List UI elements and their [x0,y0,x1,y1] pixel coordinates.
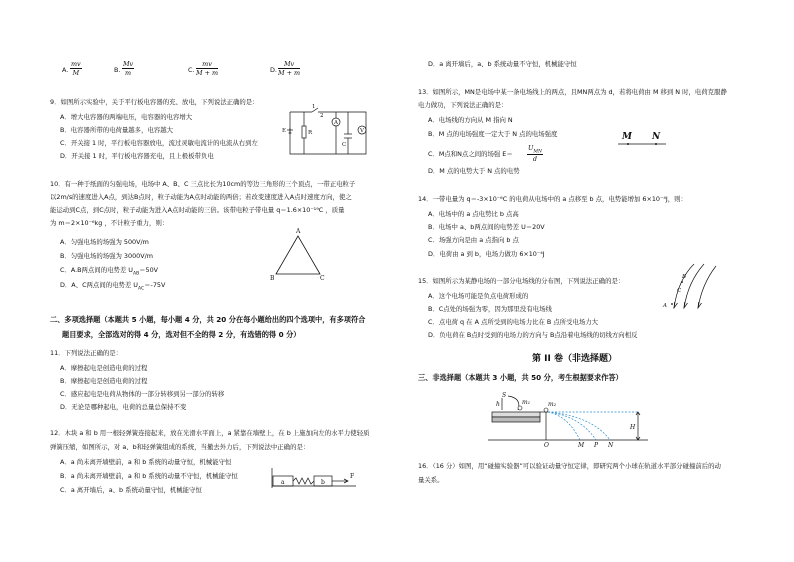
field-label-b: B [682,274,687,280]
q9-option-b: B．电容器所带的电荷量越多，电容越大 [60,126,174,134]
q13-option-d: D．M 点的电势大于 N 点的电势 [428,167,520,175]
q10-stem-line-4: 为 m＝2×10⁻⁶kg ，不计粒子重力，则： [50,219,169,227]
q11-option-d: D．无论是哪种起电，电荷的总量总保持不变 [60,403,187,411]
spring-label-f: F [350,473,355,480]
apparatus-label-s: S [502,392,507,399]
triangle-label-c: C [320,275,325,282]
apparatus-label-h: h [496,401,500,408]
circuit-label-2: 2 [320,113,324,119]
q8-option-b-label: B. [114,66,121,74]
q8-option-d-label: D. [270,66,277,74]
q9-option-d: D．开关接 1 时，平行板电容器充电，且上极板带负电 [60,152,214,160]
q14-option-c: C．场强方向是由 a 点指向 b 点 [428,236,519,244]
q13-option-c: C．M点和N点之间的场强 E＝ [428,150,513,158]
q13-option-a: A．电场线的方向从 M 指向 N [428,116,513,124]
q11-stem: 11．下列说法正确的是： [50,349,123,357]
q16-text-line-2: 量关系。 [418,476,444,484]
mn-label-n: N [652,132,661,142]
q9-option-a: A．增大电容器的两端电压，电容器的电容增大 [60,113,193,121]
part-2-title: 第 II 卷（非选择题） [532,354,617,364]
q12-option-d: D．a 离开墙后，a、b 系统动量不守恒，机械能守恒 [428,60,577,68]
q8-option-b-fraction: $\frac{Mv}{m}$ [123,60,134,77]
q12-option-c: C．a 离开墙后，a、b 系统动量守恒，机械能守恒 [60,486,202,494]
q11-option-b: B．摩擦起电是创造电荷的过程 [60,377,148,385]
collision-apparatus-diagram [488,392,650,449]
q8-option-c-label: C. [188,66,195,74]
q11-option-a: A．摩擦起电是创造电荷的过程 [60,364,148,372]
q8-option-d-fraction: $\frac{Mv}{M + m}$ [278,60,301,77]
triangle-label-a: A [296,228,301,235]
mn-label-m: M [622,132,632,142]
section-2-header-line-1: 二、多项选择题（本题共 5 小题，每小题 4 分，共 20 分在每小题给出的四个选项中，有多项符合 [50,315,366,324]
q10-stem-line-2: 以2m/s的速度进入A点，到达B点时，粒子动能为A点时动能的两倍；若改变速度进入A点时速度方向，使之 [50,193,352,201]
q14-option-d: D．电荷由 a 到 b，电场力做功 6×10⁻⁴J [428,250,545,258]
q12-option-a: A．a 尚未离开墙壁前，a 和 b 系统的动量守恒，机械能守恒 [60,458,232,466]
q8-option-a-fraction: $\frac{mv}{M}$ [71,60,81,77]
electric-field-lines-diagram [660,262,720,312]
circuit-label-c: C [342,142,347,148]
triangle-label-b: B [270,275,275,282]
q9-option-c: C．开关接 1 时，平行板电容器放电，流过灵敏电流计的电流从右到左 [60,139,258,147]
q16-text-line-1: 16．（16 分）如图，用“碰撞实验器”可以验证动量守恒定律，即研究两个小球在轨道水平部分碰撞前后的动 [418,462,721,470]
q13-stem-line-2: 电力做功，下列说法正确的是： [418,101,508,109]
section-2-header-line-2: 题目要求，全部选对的得 4 分，选对但不全的得 2 分，有选错的得 0 分） [62,330,301,339]
apparatus-label-p: P [594,442,599,449]
q10-stem-line-3: 能运动到C点，到C点时，粒子动能为进入A点时动能的三倍。该带电粒子带电量 q＝1.6×10⁻¹⁹C ，质量 [50,206,345,214]
q15-option-d: D．负电荷在 B点时受到的电场力的方向与 B点沿着电场线的切线方向相反 [428,331,638,339]
capacitor-circuit-diagram [282,104,372,162]
q13-stem-line-1: 13．如图所示，MN是电场中某一条电场线上的两点，且MN两点为 d，若将电荷由 M 移到 N 时，电荷克服静 [418,88,727,96]
circuit-label-a: A [334,120,338,126]
apparatus-label-m1: m₁ [522,399,531,406]
circuit-label-r: R [308,130,313,136]
apparatus-label-n: N [608,442,614,449]
q13-option-c-fraction: $U_{MN}$ d [528,144,542,164]
q14-stem: 14．一带电量为 q＝-3×10⁻⁶C 的电荷从电场中的 a 点移至 b 点，电势能增加 6×10⁻⁴J，则： [418,195,687,203]
q15-option-b: B．C点处的场强为零，因为那里没有电场线 [428,305,552,313]
circuit-label-e: E [282,128,287,134]
apparatus-label-m: M [578,442,585,449]
q14-option-a: A．电场中的 a 点电势比 b 点高 [428,210,519,218]
q8-option-c-fraction: $\frac{mv}{M + m}$ [196,60,219,77]
q15-option-c: C．点电荷 q 在 A 点所受到的电场力比在 B 点所受电场力大 [428,318,599,326]
q10-option-d: D．A、C两点间的电势差 $U_{AC}=-75V$ [60,281,166,292]
apparatus-label-m2: m₂ [548,401,557,408]
q12-stem-line-2: 弹簧压缩，如图所示，对 a、b和轻弹簧组成的系统，当撤去外力后，下列说法中正确的是： [50,443,310,451]
q15-stem: 15．如图所示为某静电场的一部分电场线的分布图，下列说法正确的是： [418,277,625,285]
q15-option-a: A．这个电场可能是负点电荷形成的 [428,292,529,300]
circuit-label-v: V [360,128,364,134]
q10-option-b: B．匀强电场的场强为 3000V/m [60,252,153,260]
q12-option-b: B．a 尚未离开墙壁前，a 和 b 系统的动量不守恒，机械能守恒 [60,472,238,480]
q11-option-c: C．感应起电是电荷从物体的一部分转移到另一部分的转移 [60,390,225,398]
q10-option-c: C．A.B两点间的电势差 $U_{AB}=50V$ [60,266,159,277]
q9-stem: 9．如图所示实验中，关于平行板电容器的充、放电，下列说法正确的是： [50,98,259,106]
q8-option-a-label: A. [62,66,69,74]
q10-option-a: A．匀强电场的场强为 500V/m [60,238,149,246]
spring-label-b: b [321,479,325,486]
q14-option-b: B．电场中 a、b两点间的电势差 U＝20V [428,223,545,231]
q12-stem-line-1: 12．木块 a 和 b 用一根轻弹簧连接起来，放在光滑水平面上，a 紧靠在墙壁上，在 b 上施加向左的水平力使轻质 [50,429,370,437]
field-label-a: A [663,303,667,309]
spring-label-a: a [281,479,285,486]
spring-blocks-diagram [270,466,358,490]
section-3-header: 三、非选择题（本题共 3 小题，共 50 分，考生根据要求作答） [418,373,623,382]
apparatus-label-o: O [544,442,549,449]
equilateral-triangle-diagram [270,230,330,282]
apparatus-label-big-h: H [630,424,636,431]
circuit-label-1: 1 [312,104,316,110]
field-label-c: C [677,288,682,294]
mn-field-line-diagram [618,128,668,148]
q13-option-b: B．M 点的电场强度一定大于 N 点的电场强度 [428,130,558,138]
q10-stem-line-1: 10．有一种于纸面的匀强电场，电场中 A、B、C 三点比长为10cm的等边三角形的三个顶点，一带正电粒子 [50,180,356,188]
